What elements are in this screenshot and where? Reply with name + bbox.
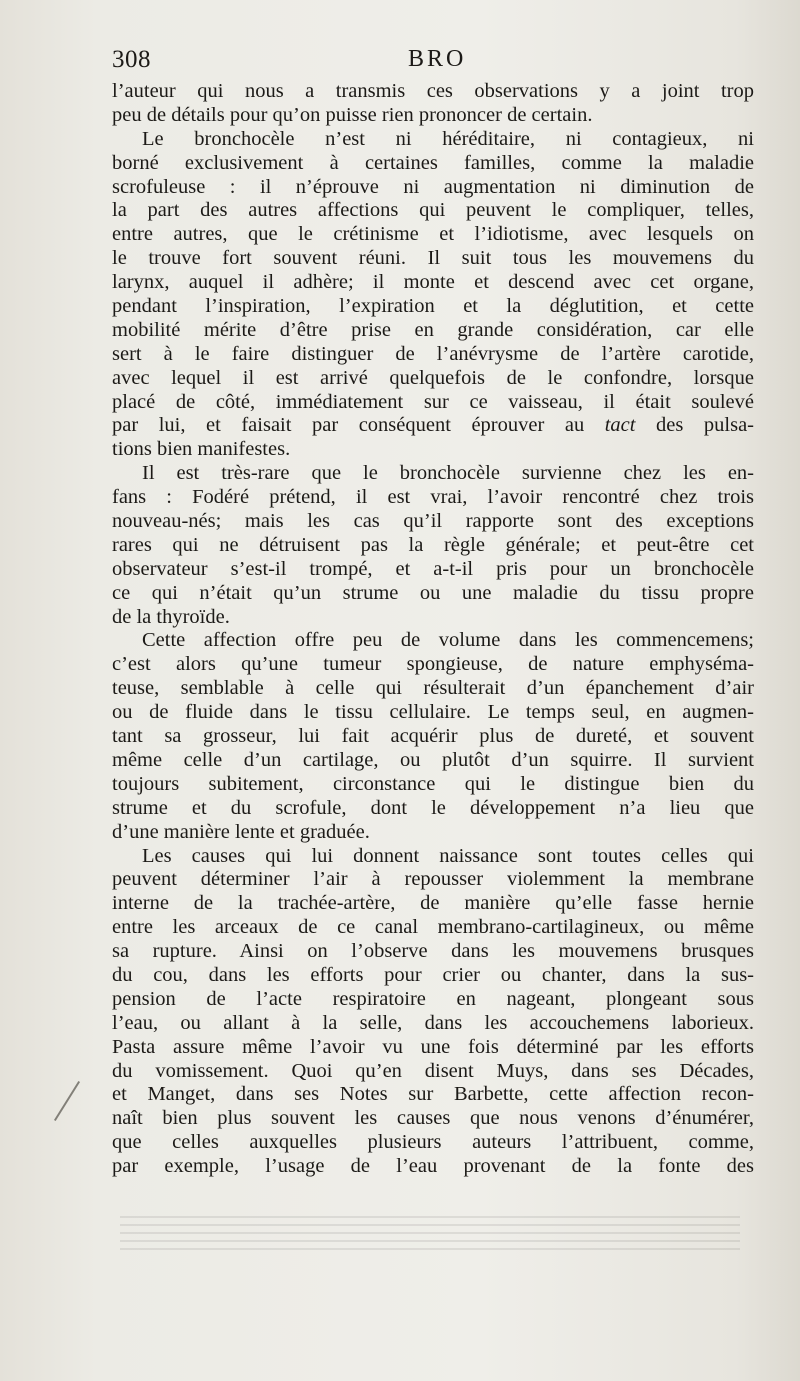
text-line: même celle d’un cartilage, ou plutôt d’un squirre. Il survient xyxy=(112,748,754,771)
text-line: ou de fluide dans le tissu cellulaire. Le temps seul, en augmen- xyxy=(112,701,754,724)
text-line: par exemple, l’usage de l’eau provenant de la fonte des xyxy=(112,1155,754,1178)
text-line: sa rupture. Ainsi on l’observe dans les mouvemens brusques xyxy=(112,940,754,963)
text-line: l’eau, ou allant à la selle, dans les accouchemens laborieux. xyxy=(112,1011,754,1034)
text-line: pension de l’acte respiratoire en nageant, plongeant sous xyxy=(112,987,754,1010)
text-line: tant sa grosseur, lui fait acquérir plus de dureté, et souvent xyxy=(112,725,754,748)
text-line: du cou, dans les efforts pour crier ou chanter, dans la sus- xyxy=(112,963,754,986)
text-line: Les causes qui lui donnent naissance sont toutes celles qui xyxy=(142,844,754,867)
text-line: peuvent déterminer l’air à repousser violemment la membrane xyxy=(112,868,754,891)
text-line: la part des autres affections qui peuvent le compliquer, telles, xyxy=(112,199,754,222)
text-line: le trouve fort souvent réuni. Il suit tous les mouvemens du xyxy=(112,247,754,270)
text-line: fans : Fodéré prétend, il est vrai, l’avoir rencontré chez trois xyxy=(112,486,754,509)
text-line: tions bien manifestes. xyxy=(112,438,291,461)
text-line: et Manget, dans ses Notes sur Barbette, cette affection recon- xyxy=(112,1083,754,1106)
running-head-title: BRO xyxy=(408,46,467,72)
text-line: sert à le faire distinguer de l’anévrysme de l’artère carotide, xyxy=(112,342,754,365)
text-line: strume et du scrofule, dont le développement n’a lieu que xyxy=(112,796,754,819)
text-line: par lui, et faisait par conséquent éprouver au tact des pulsa- xyxy=(112,414,754,437)
text-line: entre autres, que le crétinisme et l’idiotisme, avec lesquels on xyxy=(112,223,754,246)
text-line: Il est très-rare que le bronchocèle survienne chez les en- xyxy=(142,462,754,485)
text-line: nouveau-nés; mais les cas qu’il rapporte sont des exceptions xyxy=(112,510,754,533)
text-line: l’auteur qui nous a transmis ces observations y a joint trop xyxy=(112,80,754,102)
page-number: 308 xyxy=(112,46,151,73)
show-through-text xyxy=(120,1210,740,1250)
text-line: c’est alors qu’une tumeur spongieuse, de nature emphyséma- xyxy=(112,653,754,676)
text-line: d’une manière lente et graduée. xyxy=(112,820,370,843)
running-head xyxy=(108,46,758,78)
text-line: ce qui n’était qu’un strume ou une maladie du tissu propre xyxy=(112,581,754,604)
text-line: mobilité mérite d’être prise en grande considération, car elle xyxy=(112,318,754,341)
text-line: Cette affection offre peu de volume dans les commencemens; xyxy=(142,629,754,652)
text-line: observateur s’est-il trompé, et a-t-il pris pour un bronchocèle xyxy=(112,557,754,580)
text-line: entre les arceaux de ce canal membrano-cartilagineux, ou même xyxy=(112,916,754,939)
text-line: avec lequel il est arrivé quelquefois de le confondre, lorsque xyxy=(112,366,754,389)
text-line: Pasta assure même l’avoir vu une fois déterminé par les efforts xyxy=(112,1035,754,1058)
text-line: borné exclusivement à certaines familles, comme la maladie xyxy=(112,151,754,174)
text-line: scrofuleuse : il n’éprouve ni augmentation ni diminution de xyxy=(112,175,754,198)
body-text xyxy=(112,80,754,1179)
text-line: toujours subitement, circonstance qui le distingue bien du xyxy=(112,772,754,795)
text-line: Le bronchocèle n’est ni héréditaire, ni contagieux, ni xyxy=(142,127,754,150)
text-line: de la thyroïde. xyxy=(112,605,230,628)
text-line: du vomissement. Quoi qu’en disent Muys, dans ses Décades, xyxy=(112,1059,754,1082)
text-line: rares qui ne détruisent pas la règle générale; et peut-être cet xyxy=(112,533,754,556)
margin-pencil-mark xyxy=(54,1081,80,1121)
text-line: peu de détails pour qu’on puisse rien prononcer de certain. xyxy=(112,103,593,126)
text-line: teuse, semblable à celle qui résulterait d’un épanchement d’air xyxy=(112,677,754,700)
text-line: que celles auxquelles plusieurs auteurs l’attribuent, comme, xyxy=(112,1131,754,1154)
text-line: naît bien plus souvent les causes que nous venons d’énumérer, xyxy=(112,1107,754,1130)
text-line: pendant l’inspiration, l’expiration et la déglutition, et cette xyxy=(112,295,754,318)
text-line: interne de la trachée-artère, de manière qu’elle fasse hernie xyxy=(112,892,754,915)
text-line: larynx, auquel il adhère; il monte et descend avec cet organe, xyxy=(112,271,754,294)
text-line: placé de côté, immédiatement sur ce vaisseau, il était soulevé xyxy=(112,390,754,413)
